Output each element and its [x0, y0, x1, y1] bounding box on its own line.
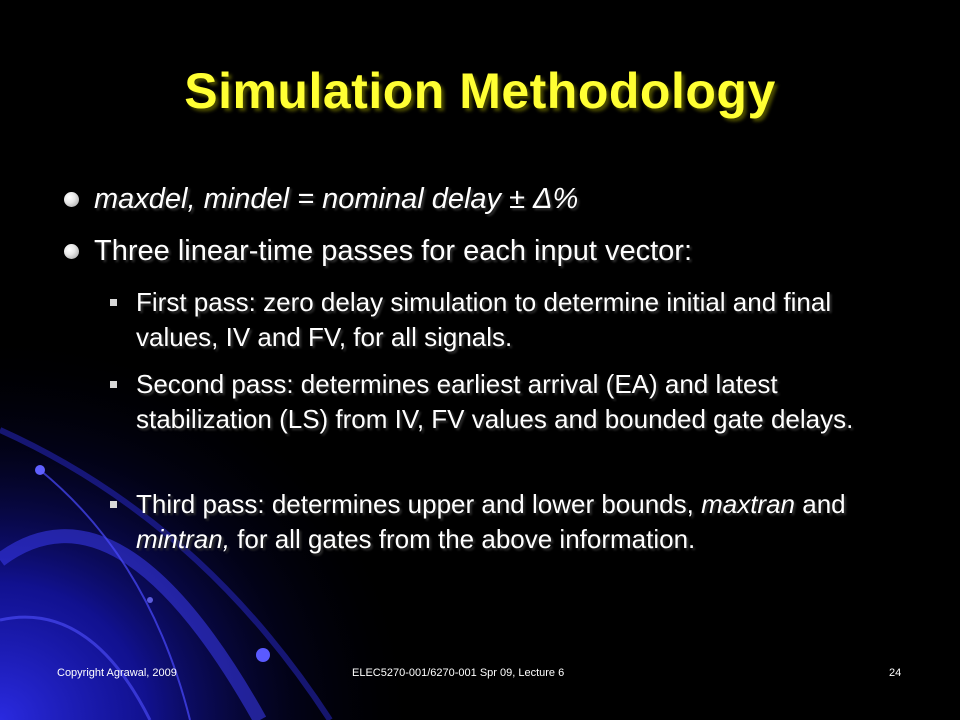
decor-dot-3: [147, 597, 153, 603]
text-run: Third pass: determines upper and lower bounds,: [136, 489, 702, 519]
bullet-text: maxdel, mindel = nominal delay ± Δ%: [94, 183, 579, 215]
square-bullet-icon: [110, 381, 117, 388]
term-mintran: mintran,: [136, 524, 230, 554]
decor-dot-2: [256, 648, 270, 662]
bullet-text: Three linear-time passes for each input vector:: [94, 235, 692, 267]
subbullet-text: First pass: zero delay simulation to determine initial and final values, IV and FV, for all signals.: [136, 287, 832, 352]
text-run: and: [795, 489, 846, 519]
term-maxtran: maxtran: [701, 489, 796, 519]
subbullet-text: Second pass: determines earliest arrival (EA) and latest stabilization (LS) from IV, FV values and bounded gate delays.: [136, 369, 854, 434]
square-bullet-icon: [110, 299, 117, 306]
footer-course: ELEC5270-001/6270-001 Spr 09, Lecture 6: [352, 667, 565, 679]
round-bullet-icon: [64, 192, 79, 207]
square-bullet-icon: [110, 501, 117, 508]
slide-title: Simulation Methodology: [184, 63, 776, 119]
decor-dot-1: [35, 465, 45, 475]
subbullet-text: [136, 487, 886, 557]
footer-copyright: Copyright Agrawal, 2009: [57, 667, 177, 679]
text-run: for all gates from the above information.: [229, 524, 696, 554]
round-bullet-icon: [64, 244, 79, 259]
footer-page-number: 24: [889, 667, 902, 679]
